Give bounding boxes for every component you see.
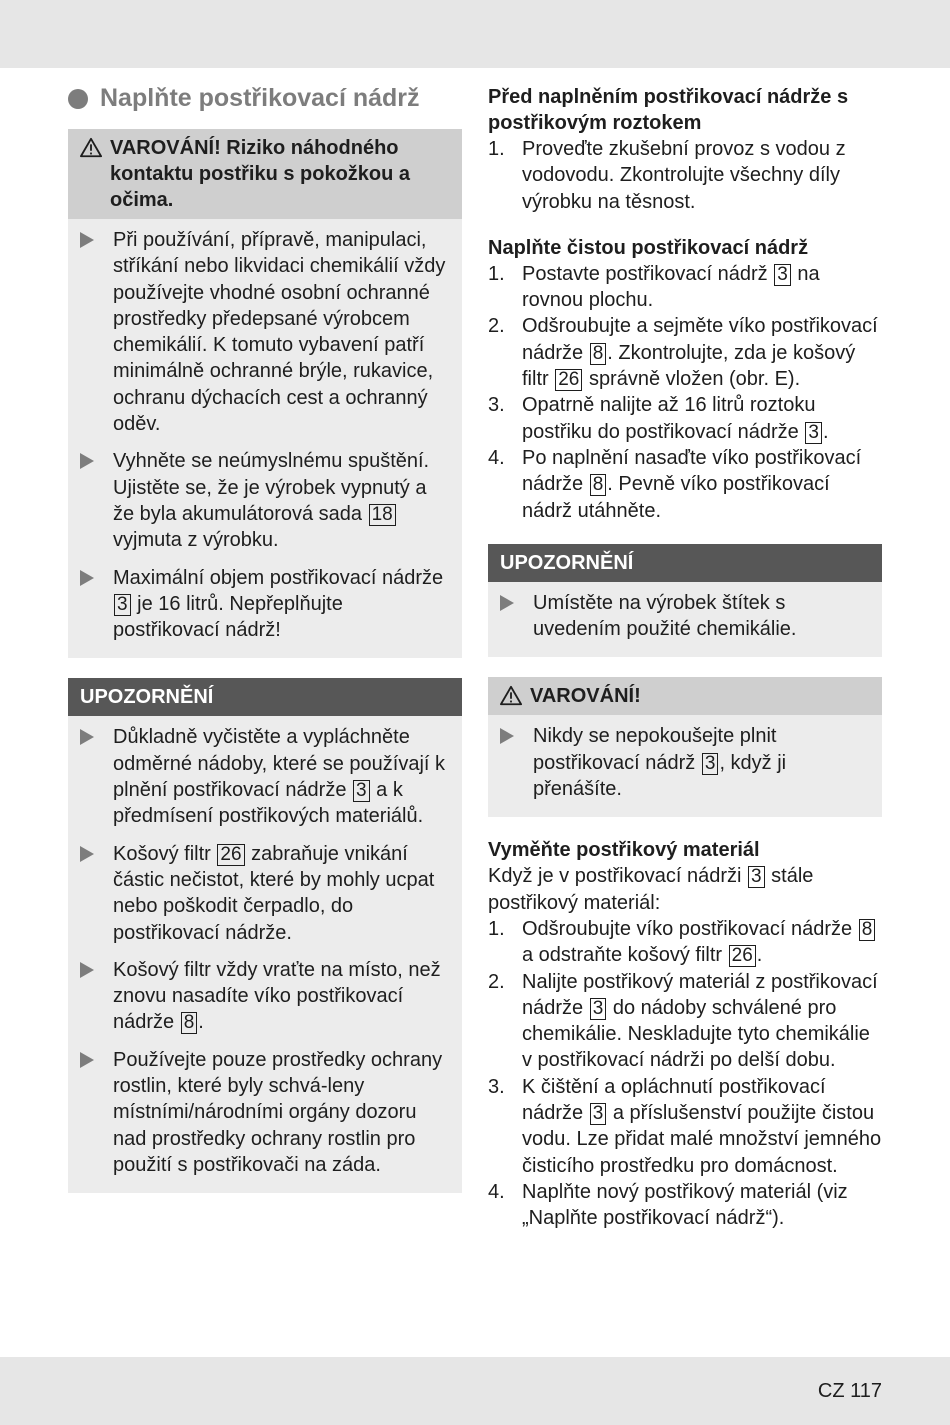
step-number: 1. — [488, 262, 505, 285]
notice-box — [68, 678, 462, 1193]
list-item — [78, 448, 452, 553]
arrow-bullet-icon — [80, 729, 94, 745]
part-reference-number: 3 — [805, 422, 822, 444]
part-reference-number: 3 — [590, 1103, 607, 1125]
arrow-bullet-icon — [80, 962, 94, 978]
list-item — [78, 565, 452, 644]
part-reference-number: 26 — [729, 945, 756, 967]
left-column — [68, 84, 462, 1213]
list-item-text: Maximální objem postřikovací nádrže 3 je 16 litrů. Nepřeplňujte postřikovací nádrž! — [113, 566, 444, 642]
list-item-text: Vyhněte se neúmyslnému spuštění. Ujistěte se, že je výrobek vypnutý a že byla akumulátorová sada 18 vyjmuta z výrobku. — [113, 450, 430, 552]
step-text: Odšroubujte víko postřikovací nádrže 8 a odstraňte košový filtr 26 . — [522, 916, 882, 969]
step-text: Po naplnění nasaďte víko postřikovací nádrže 8 . Pevně víko postřikovací nádrž utáhněte. — [522, 446, 862, 522]
intro-paragraph: Když je v postřikovací nádrži 3 stále postřikový materiál: — [488, 865, 814, 914]
subsection-heading: Vyměňte postřikový materiál — [488, 839, 760, 862]
list-item — [78, 227, 452, 437]
step-item — [488, 313, 882, 392]
warning-triangle-icon — [80, 137, 102, 159]
step-number: 1. — [488, 138, 505, 160]
list-item — [498, 723, 872, 802]
list-item — [78, 1047, 452, 1178]
list-item-text: Používejte pouze prostředky ochrany rostlin, které byly schvá-leny místními/národními orgány dozoru nad prostředky ochrany rostlin pro použití s postřikovači na záda. — [113, 1048, 443, 1176]
notice-title: UPOZORNĚNÍ — [68, 678, 462, 716]
step-item — [488, 1074, 882, 1179]
steps-list — [488, 261, 882, 524]
subsection-heading: Naplňte čistou postřikovací nádrž — [488, 236, 809, 259]
arrow-bullet-icon — [500, 595, 514, 611]
list-item-text: Košový filtr vždy vraťte na místo, než znovu nasadíte víko postřikovací nádrže 8 . — [113, 958, 441, 1034]
warning-body — [68, 219, 462, 658]
step-number: 2. — [488, 970, 505, 993]
step-number: 1. — [488, 917, 505, 940]
step-item — [488, 1179, 882, 1232]
steps-list — [488, 916, 882, 1232]
arrow-bullet-icon — [80, 453, 94, 469]
step-item — [488, 445, 882, 524]
part-reference-number: 26 — [217, 844, 244, 866]
subsection-heading: Před naplněním postřikovací nádrže s postřikovým roztokem — [488, 86, 849, 134]
warning-header — [68, 129, 462, 219]
list-item-text: Při používání, přípravě, manipulaci, stříkání nebo likvidaci chemikálií vždy používejte vhodné osobní ochranné prostředky předepsané výrobcem chemikálií. K tomuto vybavení patří minimálně ochranné brýle, rukavice, ochranu dýchacích cest a ochranný oděv. — [113, 229, 446, 436]
notice-title: UPOZORNĚNÍ — [488, 544, 882, 582]
warning-box-carrying — [488, 677, 882, 817]
part-reference-number: 26 — [555, 369, 582, 391]
part-reference-number: 8 — [859, 919, 876, 941]
part-reference-number: 18 — [369, 504, 396, 526]
step-text: Naplňte nový postřikový materiál (viz „Naplňte postřikovací nádrž“). — [522, 1180, 848, 1230]
step-number: 2. — [488, 315, 505, 338]
part-reference-number: 3 — [702, 753, 719, 775]
warning-title: VAROVÁNÍ! Riziko náhodného kontaktu postřiku s pokožkou a očima. — [110, 137, 411, 211]
list-item-text: Důkladně vyčistěte a vypláchněte odměrné nádoby, které se používají k plnění postřikovací nádrže 3 a k předmísení postřikových materiálů. — [113, 726, 446, 828]
section-heading-text: Naplňte postřikovací nádrž — [100, 84, 420, 112]
part-reference-number: 8 — [181, 1012, 198, 1034]
list-item-text: Nikdy se nepokoušejte plnit postřikovací nádrž 3 , když ji přenášíte. — [533, 725, 787, 801]
step-item — [488, 261, 882, 314]
list-item-text: Košový filtr 26 zabraňuje vnikání částic nečistot, které by mohly ucpat nebo poškodit čerpadlo, do postřikovací nádrže. — [113, 842, 435, 944]
list-item — [78, 957, 452, 1036]
warning-header — [488, 677, 882, 715]
part-reference-number: 3 — [353, 780, 370, 802]
arrow-bullet-icon — [80, 1052, 94, 1068]
list-item-text: Umístěte na výrobek štítek s uvedením použité chemikálie. — [533, 591, 797, 641]
step-number: 4. — [488, 1180, 505, 1203]
part-reference-number: 3 — [114, 594, 131, 616]
page-number: CZ 117 — [817, 1380, 882, 1402]
warning-body — [488, 715, 882, 817]
step-number: 3. — [488, 394, 505, 417]
part-reference-number: 3 — [774, 264, 791, 286]
step-text: Proveďte zkušební provoz s vodou z vodovodu. Zkontrolujte všechny díly výrobku na těsnost. — [522, 138, 846, 213]
warning-title: VAROVÁNÍ! — [530, 685, 641, 708]
notice-body — [68, 716, 462, 1193]
part-reference-number: 8 — [590, 343, 607, 365]
arrow-bullet-icon — [80, 846, 94, 862]
step-text: Postavte postřikovací nádrž 3 na rovnou plochu. — [522, 262, 820, 312]
part-reference-number: 8 — [590, 474, 607, 496]
arrow-bullet-icon — [500, 728, 514, 744]
step-item — [488, 392, 882, 445]
steps-list — [488, 136, 882, 215]
step-text: K čištění a opláchnutí postřikovací nádrže 3 a příslušenství použijte čistou vodu. Lze přidat malé množství jemného čisticího prostředku pro domácnost. — [522, 1075, 882, 1177]
bullet-dot-icon — [68, 89, 88, 109]
step-item — [488, 136, 882, 215]
step-item — [488, 916, 882, 969]
part-reference-number: 3 — [748, 866, 765, 888]
step-item — [488, 969, 882, 1074]
list-item — [498, 590, 872, 643]
top-band — [0, 0, 950, 68]
arrow-bullet-icon — [80, 232, 94, 248]
step-text: Opatrně nalijte až 16 litrů roztoku postřiku do postřikovací nádrže 3 . — [522, 394, 829, 443]
step-number: 3. — [488, 1075, 505, 1098]
notice-box — [488, 544, 882, 658]
warning-triangle-icon — [500, 685, 522, 707]
right-column — [488, 84, 882, 1252]
warning-box-skin-contact — [68, 129, 462, 658]
arrow-bullet-icon — [80, 570, 94, 586]
step-text: Odšroubujte a sejměte víko postřikovací nádrže 8 . Zkontrolujte, zda je košový filtr 26 správně vložen (obr. E). — [522, 315, 878, 391]
step-text: Nalijte postřikový materiál z postřikovací nádrže 3 do nádoby schválené pro chemikálie. Neskladujte tyto chemikálie v postřikovací nádrži po delší dobu. — [522, 970, 878, 1072]
bottom-band — [0, 1357, 950, 1425]
list-item — [78, 841, 452, 946]
notice-body — [488, 582, 882, 658]
section-heading — [68, 84, 462, 113]
part-reference-number: 3 — [590, 998, 607, 1020]
step-number: 4. — [488, 446, 505, 469]
list-item — [78, 724, 452, 829]
